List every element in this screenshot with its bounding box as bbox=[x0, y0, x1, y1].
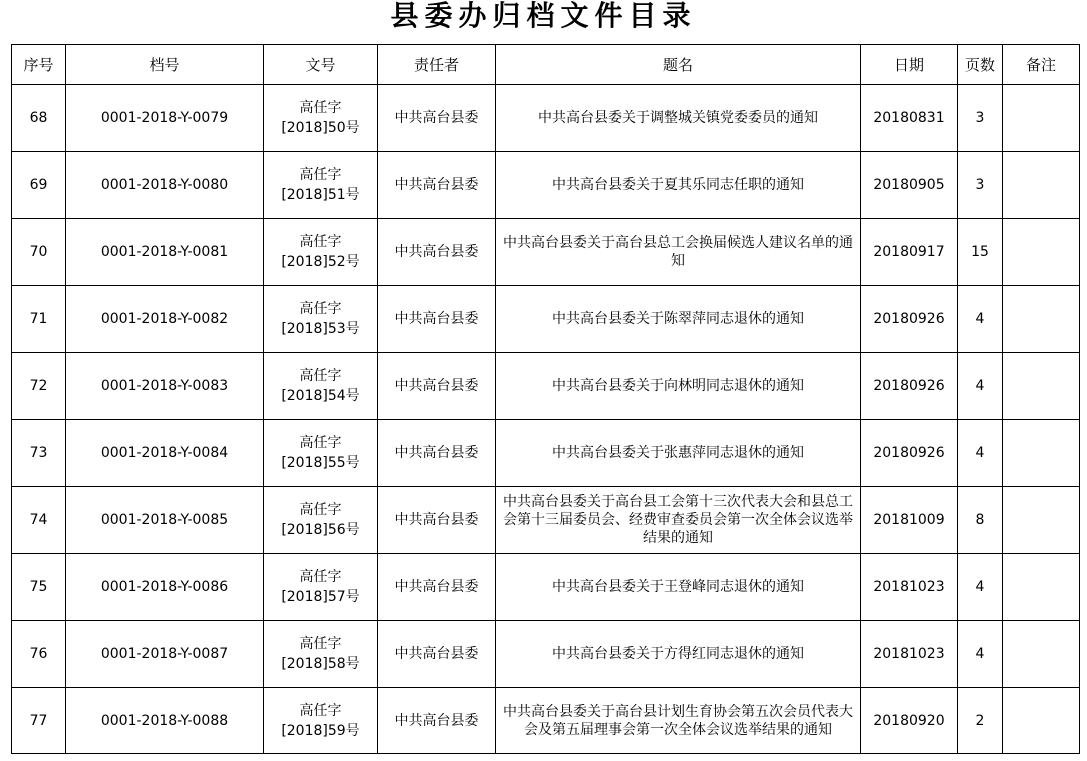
doc-no-prefix: 高任字 bbox=[299, 435, 342, 451]
doc-no-prefix: 高任字 bbox=[299, 636, 342, 652]
doc-no-suffix: [2018]51号 bbox=[281, 187, 360, 203]
cell-pages: 4 bbox=[958, 420, 1003, 487]
table-row bbox=[12, 688, 1080, 754]
cell-doc-no bbox=[264, 420, 378, 487]
cell-archive-no: 0001-2018-Y-0084 bbox=[66, 420, 264, 487]
cell-title: 中共高台县委关于高台县工会第十三次代表大会和县总工会第十三届委员会、经费审查委员会第一次全体会议选举结果的通知 bbox=[496, 487, 861, 554]
cell-seq: 72 bbox=[12, 353, 66, 420]
table-row bbox=[12, 85, 1080, 152]
doc-no-suffix: [2018]54号 bbox=[281, 388, 360, 404]
cell-remarks bbox=[1003, 286, 1080, 353]
cell-pages: 4 bbox=[958, 353, 1003, 420]
header-date: 日期 bbox=[861, 45, 958, 85]
cell-archive-no: 0001-2018-Y-0079 bbox=[66, 85, 264, 152]
doc-no-suffix: [2018]59号 bbox=[281, 722, 360, 739]
cell-title: 中共高台县委关于向林明同志退休的通知 bbox=[496, 353, 861, 420]
cell-title: 中共高台县委关于高台县计划生育协会第五次会员代表大会及第五届理事会第一次全体会议选举结果的通知 bbox=[496, 688, 861, 754]
cell-remarks bbox=[1003, 554, 1080, 621]
cell-date: 20180926 bbox=[861, 353, 958, 420]
cell-date: 20181009 bbox=[861, 487, 958, 554]
cell-pages: 4 bbox=[958, 286, 1003, 353]
cell-title: 中共高台县委关于调整城关镇党委委员的通知 bbox=[496, 85, 861, 152]
cell-archive-no: 0001-2018-Y-0080 bbox=[66, 152, 264, 219]
cell-title: 中共高台县委关于方得红同志退休的通知 bbox=[496, 621, 861, 688]
cell-pages: 2 bbox=[958, 688, 1003, 754]
cell-responsible: 中共高台县委 bbox=[378, 353, 496, 420]
cell-responsible: 中共高台县委 bbox=[378, 487, 496, 554]
header-pages: 页数 bbox=[958, 45, 1003, 85]
doc-no-suffix: [2018]57号 bbox=[281, 589, 360, 605]
header-seq: 序号 bbox=[12, 45, 66, 85]
cell-pages: 3 bbox=[958, 152, 1003, 219]
cell-doc-no bbox=[264, 286, 378, 353]
cell-responsible: 中共高台县委 bbox=[378, 85, 496, 152]
doc-no-suffix: [2018]52号 bbox=[281, 254, 360, 270]
cell-doc-no bbox=[264, 353, 378, 420]
cell-doc-no bbox=[264, 152, 378, 219]
table-row bbox=[12, 554, 1080, 621]
header-archive-no: 档号 bbox=[66, 45, 264, 85]
cell-archive-no: 0001-2018-Y-0088 bbox=[66, 688, 264, 754]
cell-doc-no bbox=[264, 85, 378, 152]
cell-title: 中共高台县委关于陈翠萍同志退休的通知 bbox=[496, 286, 861, 353]
cell-seq: 73 bbox=[12, 420, 66, 487]
cell-seq: 77 bbox=[12, 688, 66, 754]
cell-seq: 69 bbox=[12, 152, 66, 219]
cell-seq: 71 bbox=[12, 286, 66, 353]
cell-date: 20181023 bbox=[861, 554, 958, 621]
cell-pages: 15 bbox=[958, 219, 1003, 286]
cell-date: 20180905 bbox=[861, 152, 958, 219]
doc-no-suffix: [2018]55号 bbox=[281, 455, 360, 471]
doc-no-prefix: 高任字 bbox=[299, 368, 342, 384]
table-row bbox=[12, 353, 1080, 420]
cell-remarks bbox=[1003, 353, 1080, 420]
cell-doc-no bbox=[264, 688, 378, 754]
cell-title: 中共高台县委关于夏其乐同志任职的通知 bbox=[496, 152, 861, 219]
cell-responsible: 中共高台县委 bbox=[378, 152, 496, 219]
cell-date: 20180926 bbox=[861, 286, 958, 353]
doc-no-prefix: 高任字 bbox=[299, 702, 342, 719]
cell-pages: 8 bbox=[958, 487, 1003, 554]
header-doc-no: 文号 bbox=[264, 45, 378, 85]
table-row bbox=[12, 487, 1080, 554]
cell-date: 20180831 bbox=[861, 85, 958, 152]
cell-remarks bbox=[1003, 219, 1080, 286]
doc-no-prefix: 高任字 bbox=[299, 301, 342, 317]
doc-no-suffix: [2018]56号 bbox=[281, 522, 360, 538]
header-title: 题名 bbox=[496, 45, 861, 85]
cell-remarks bbox=[1003, 85, 1080, 152]
cell-seq: 70 bbox=[12, 219, 66, 286]
cell-doc-no bbox=[264, 621, 378, 688]
cell-responsible: 中共高台县委 bbox=[378, 286, 496, 353]
cell-responsible: 中共高台县委 bbox=[378, 621, 496, 688]
table-row bbox=[12, 621, 1080, 688]
cell-doc-no bbox=[264, 487, 378, 554]
cell-archive-no: 0001-2018-Y-0082 bbox=[66, 286, 264, 353]
table-row bbox=[12, 420, 1080, 487]
table-row bbox=[12, 219, 1080, 286]
cell-title: 中共高台县委关于高台县总工会换届候选人建议名单的通知 bbox=[496, 219, 861, 286]
doc-no-suffix: [2018]58号 bbox=[281, 656, 360, 672]
cell-pages: 3 bbox=[958, 85, 1003, 152]
doc-no-prefix: 高任字 bbox=[299, 502, 342, 518]
cell-seq: 68 bbox=[12, 85, 66, 152]
cell-responsible: 中共高台县委 bbox=[378, 688, 496, 754]
archive-catalog-table bbox=[11, 44, 1080, 754]
cell-date: 20180920 bbox=[861, 688, 958, 754]
cell-seq: 74 bbox=[12, 487, 66, 554]
doc-no-prefix: 高任字 bbox=[299, 167, 342, 183]
cell-remarks bbox=[1003, 152, 1080, 219]
cell-date: 20180917 bbox=[861, 219, 958, 286]
cell-archive-no: 0001-2018-Y-0081 bbox=[66, 219, 264, 286]
cell-remarks bbox=[1003, 420, 1080, 487]
cell-archive-no: 0001-2018-Y-0086 bbox=[66, 554, 264, 621]
cell-responsible: 中共高台县委 bbox=[378, 420, 496, 487]
doc-no-suffix: [2018]53号 bbox=[281, 321, 360, 337]
doc-no-suffix: [2018]50号 bbox=[281, 120, 360, 136]
cell-pages: 4 bbox=[958, 554, 1003, 621]
page-title: 县委办归档文件目录 bbox=[390, 0, 697, 32]
header-remarks: 备注 bbox=[1003, 45, 1080, 85]
cell-remarks bbox=[1003, 688, 1080, 754]
cell-title: 中共高台县委关于王登峰同志退休的通知 bbox=[496, 554, 861, 621]
cell-archive-no: 0001-2018-Y-0083 bbox=[66, 353, 264, 420]
cell-archive-no: 0001-2018-Y-0087 bbox=[66, 621, 264, 688]
cell-archive-no: 0001-2018-Y-0085 bbox=[66, 487, 264, 554]
cell-responsible: 中共高台县委 bbox=[378, 554, 496, 621]
doc-no-prefix: 高任字 bbox=[299, 569, 342, 585]
cell-title: 中共高台县委关于张惠萍同志退休的通知 bbox=[496, 420, 861, 487]
header-responsible: 责任者 bbox=[378, 45, 496, 85]
cell-seq: 75 bbox=[12, 554, 66, 621]
table-row bbox=[12, 152, 1080, 219]
cell-doc-no bbox=[264, 554, 378, 621]
doc-no-prefix: 高任字 bbox=[299, 100, 342, 116]
cell-remarks bbox=[1003, 487, 1080, 554]
table-header-row bbox=[12, 45, 1080, 85]
cell-remarks bbox=[1003, 621, 1080, 688]
cell-date: 20180926 bbox=[861, 420, 958, 487]
table-row bbox=[12, 286, 1080, 353]
doc-no-prefix: 高任字 bbox=[299, 234, 342, 250]
cell-seq: 76 bbox=[12, 621, 66, 688]
cell-responsible: 中共高台县委 bbox=[378, 219, 496, 286]
cell-date: 20181023 bbox=[861, 621, 958, 688]
cell-doc-no bbox=[264, 219, 378, 286]
cell-pages: 4 bbox=[958, 621, 1003, 688]
